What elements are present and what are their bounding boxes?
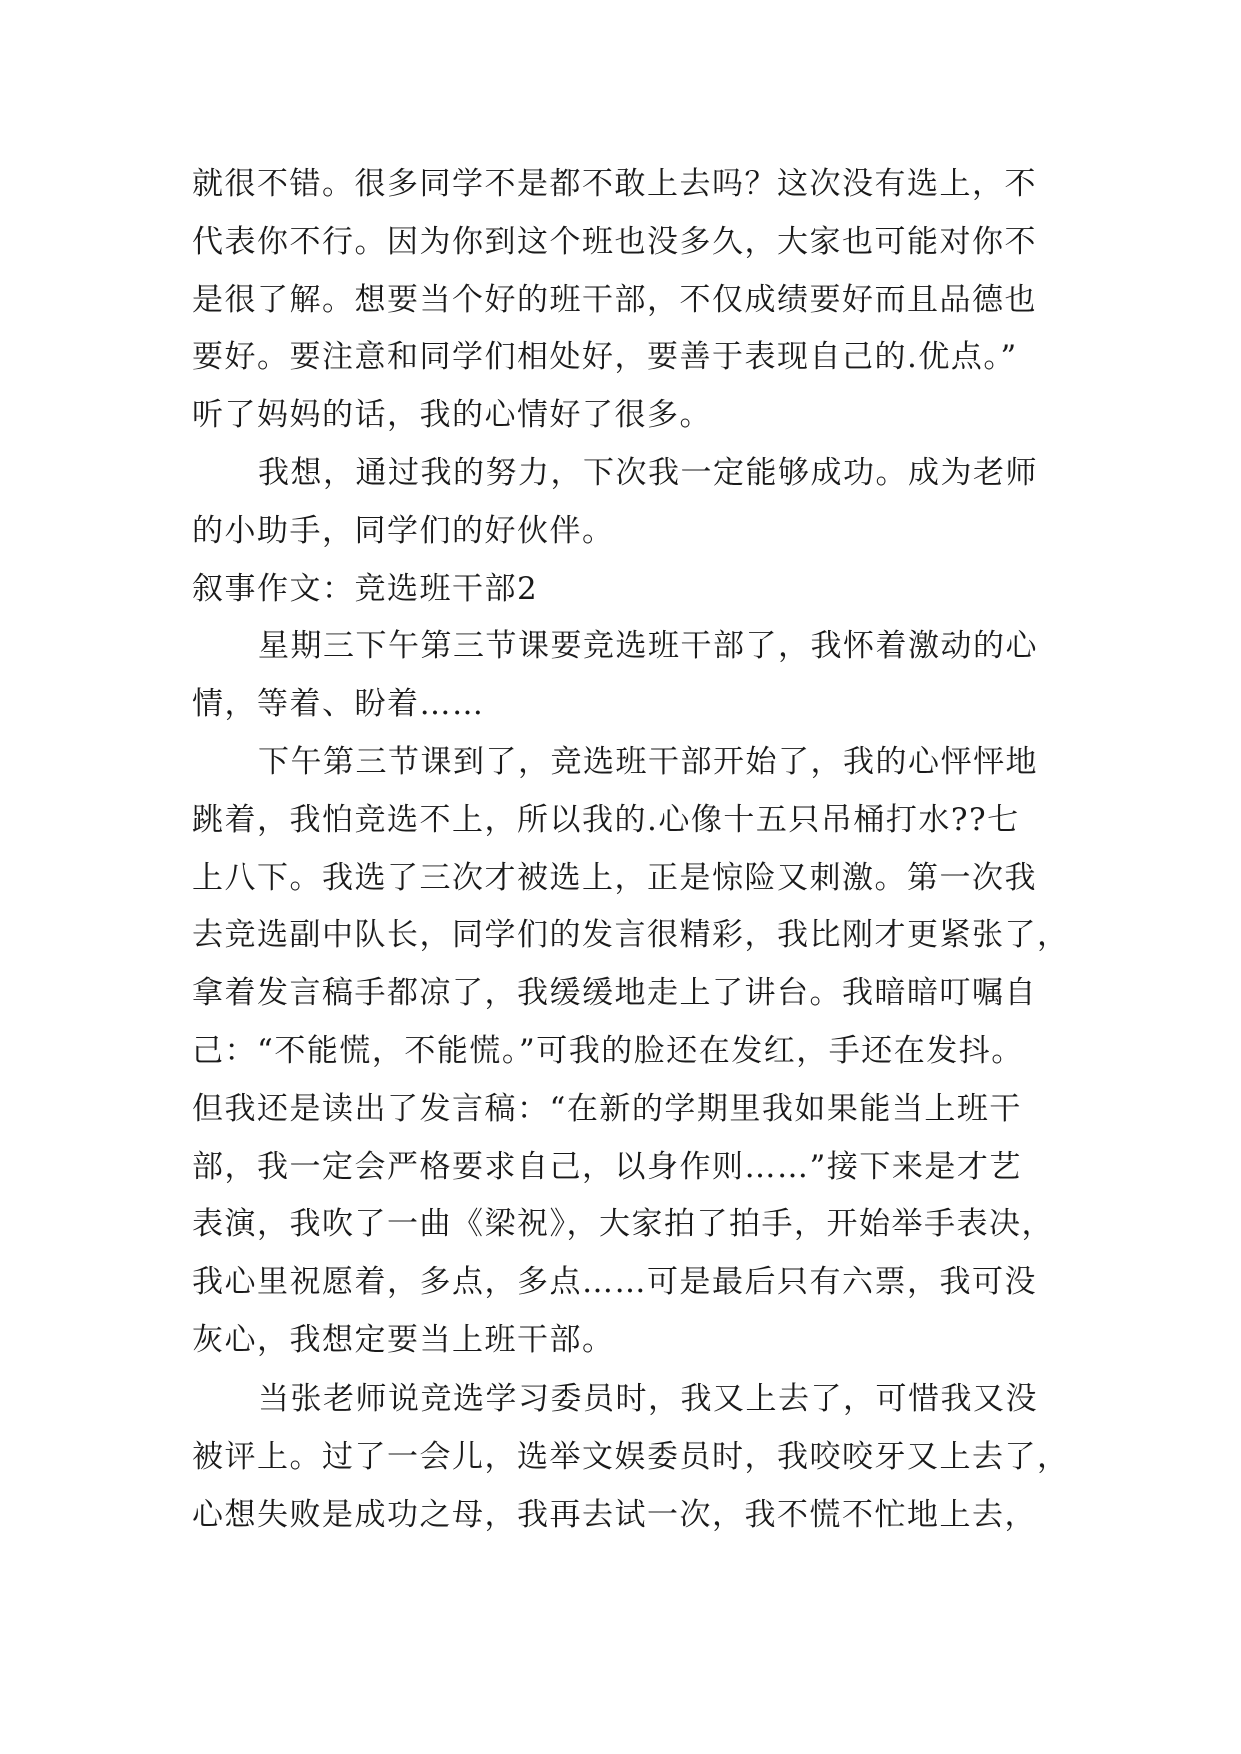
- text-line: 的小助手，同学们的好伙伴。: [192, 513, 615, 549]
- text-line: 代表你不行。因为你到这个班也没多久，大家也可能对你不: [192, 224, 1037, 260]
- text-line: 上八下。我选了三次才被选上，正是惊险又刺激。第一次我: [192, 860, 1037, 896]
- paragraph-first-line: 下午第三节课到了，竞选班干部开始了，我的心怦怦地: [258, 744, 1038, 780]
- text-line: 部，我一定会严格要求自己，以身作则……”接下来是才艺: [192, 1149, 1022, 1185]
- text-line: 灰心，我想定要当上班干部。: [192, 1322, 615, 1358]
- text-line: 拿着发言稿手都凉了，我缓缓地走上了讲台。我暗暗叮嘱自: [192, 975, 1037, 1011]
- section-heading: 叙事作文：竞选班干部2: [192, 571, 539, 607]
- text-line: 就很不错。很多同学不是都不敢上去吗？这次没有选上，不: [192, 166, 1037, 202]
- text-line: 情，等着、盼着……: [192, 686, 485, 722]
- text-line: 表演，我吹了一曲《梁祝》，大家拍了拍手，开始举手表决，: [192, 1206, 1054, 1242]
- text-line: 跳着，我怕竞选不上，所以我的.心像十五只吊桶打水??七: [192, 802, 1020, 838]
- text-line: 被评上。过了一会儿，选举文娱委员时，我咬咬牙又上去了，: [192, 1439, 1070, 1475]
- paragraph-first-line: 当张老师说竞选学习委员时，我又上去了，可惜我又没: [258, 1381, 1038, 1417]
- text-line: 我心里祝愿着，多点，多点……可是最后只有六票，我可没: [192, 1264, 1037, 1300]
- text-line: 要好。要注意和同学们相处好，要善于表现自己的.优点。”: [192, 339, 1018, 375]
- paragraph-first-line: 我想，通过我的努力，下次我一定能够成功。成为老师: [258, 455, 1038, 491]
- text-line: 是很了解。想要当个好的班干部，不仅成绩要好而且品德也: [192, 282, 1037, 318]
- text-line: 去竞选副中队长，同学们的发言很精彩，我比刚才更紧张了，: [192, 917, 1070, 953]
- text-line: 但我还是读出了发言稿：“在新的学期里我如果能当上班干: [192, 1091, 1022, 1127]
- paragraph-first-line: 星期三下午第三节课要竞选班干部了，我怀着激动的心: [258, 628, 1038, 664]
- text-line: 心想失败是成功之母，我再去试一次，我不慌不忙地上去，: [192, 1497, 1037, 1533]
- text-line: 听了妈妈的话，我的心情好了很多。: [192, 397, 712, 433]
- text-line: 己：“不能慌，不能慌。”可我的脸还在发红，手还在发抖。: [192, 1033, 1024, 1069]
